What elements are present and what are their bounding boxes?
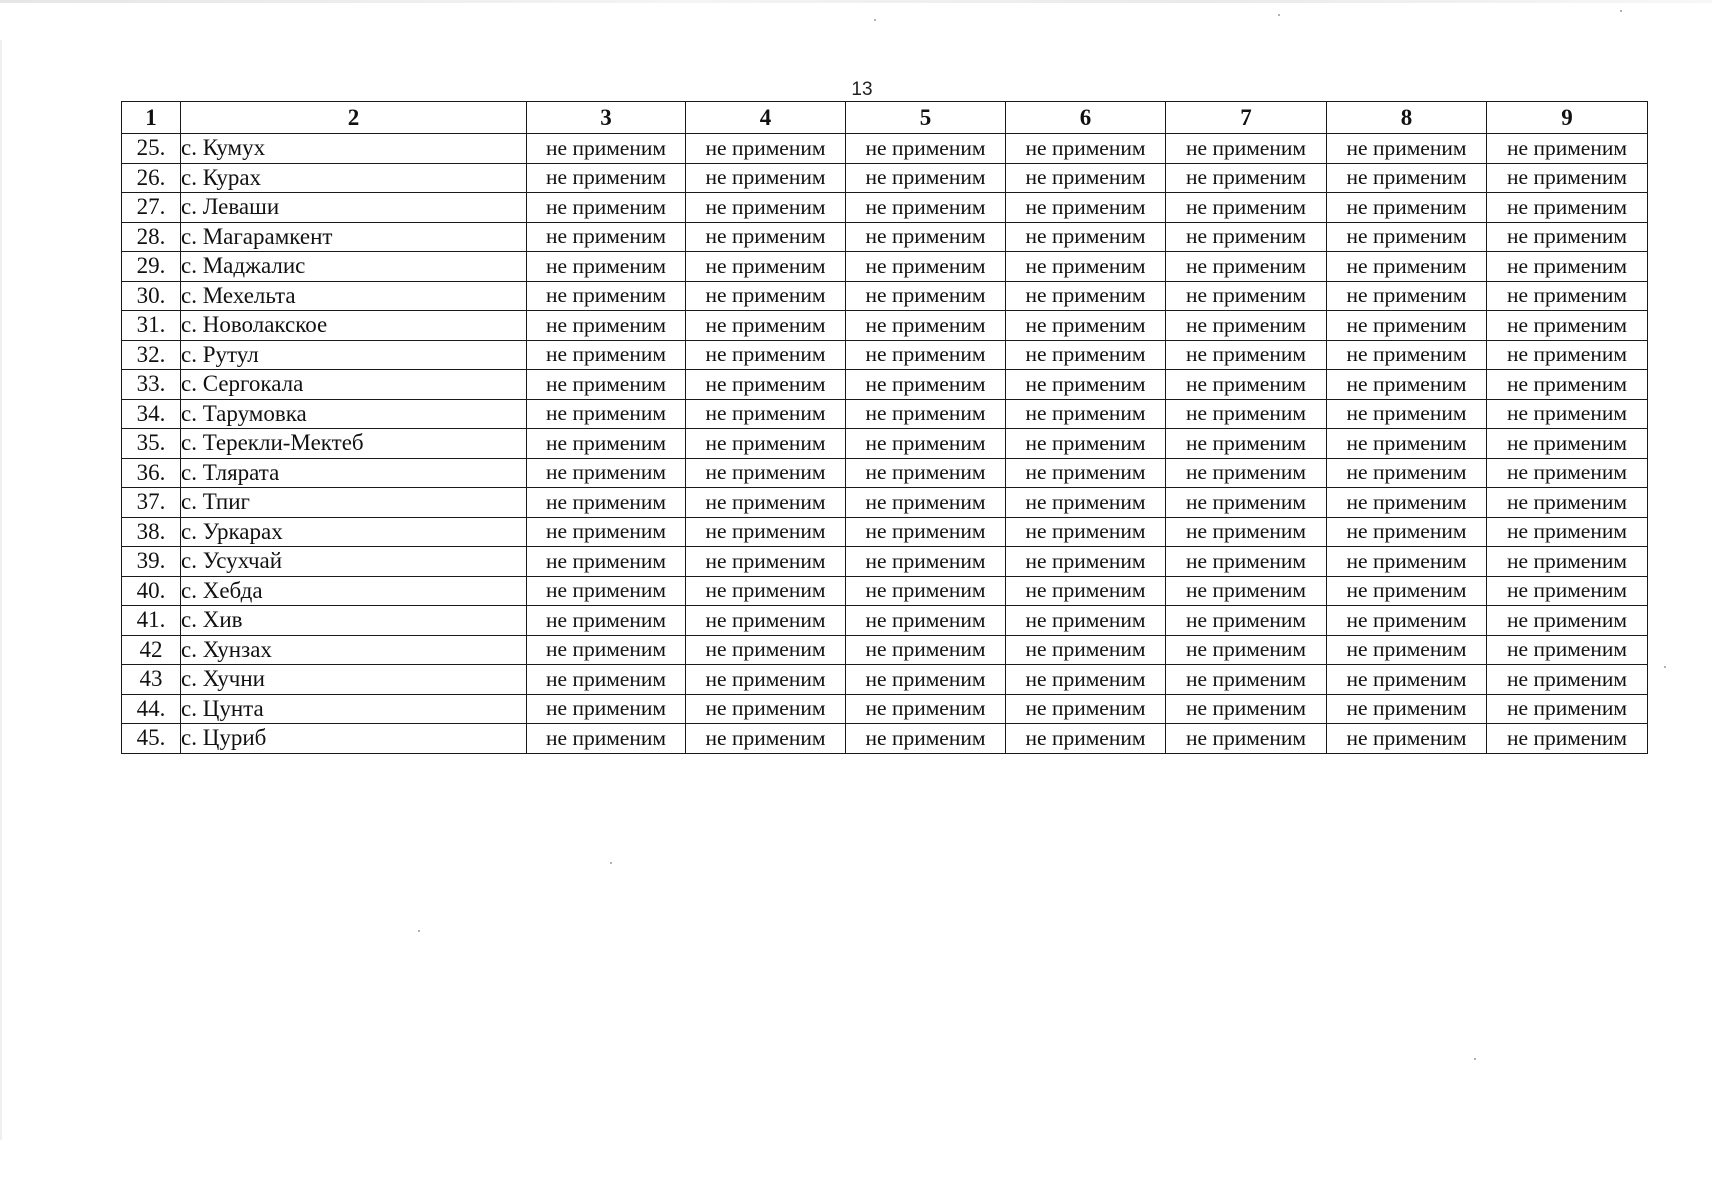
row-number: 34.: [122, 399, 181, 429]
table-cell: не применим: [1487, 547, 1648, 577]
column-header: 8: [1327, 102, 1487, 134]
table-cell: не применим: [1327, 399, 1487, 429]
settlement-name: с. Маджалис: [181, 252, 527, 282]
table-cell: не применим: [1487, 724, 1648, 754]
scan-speck: [1664, 666, 1666, 668]
table-cell: не применим: [686, 635, 846, 665]
settlement-name: с. Кумух: [181, 134, 527, 164]
table-cell: не применим: [527, 399, 686, 429]
table-header-row: [122, 102, 1648, 134]
table-row: [122, 488, 1648, 518]
table-cell: не применим: [686, 281, 846, 311]
table-row: [122, 399, 1648, 429]
settlement-name: с. Сергокала: [181, 370, 527, 400]
table-cell: не применим: [846, 193, 1006, 223]
table-cell: не применим: [527, 724, 686, 754]
table-cell: не применим: [1487, 665, 1648, 695]
table-cell: не применим: [686, 458, 846, 488]
table-cell: не применим: [1006, 429, 1166, 459]
table-cell: не применим: [846, 370, 1006, 400]
scan-speck: [1474, 1058, 1476, 1060]
settlement-name: с. Цуриб: [181, 724, 527, 754]
table-cell: не применим: [686, 724, 846, 754]
table-cell: не применим: [1487, 458, 1648, 488]
table-cell: не применим: [686, 134, 846, 164]
table-cell: не применим: [1166, 281, 1327, 311]
row-number: 30.: [122, 281, 181, 311]
table-cell: не применим: [1006, 340, 1166, 370]
table-cell: не применим: [1166, 340, 1327, 370]
table-cell: не применим: [1006, 311, 1166, 341]
table-cell: не применим: [846, 606, 1006, 636]
table-cell: не применим: [1166, 429, 1327, 459]
table-cell: не применим: [686, 399, 846, 429]
row-number: 44.: [122, 694, 181, 724]
row-number: 26.: [122, 163, 181, 193]
table-cell: не применим: [846, 429, 1006, 459]
table-cell: не применим: [1006, 517, 1166, 547]
table-row: [122, 370, 1648, 400]
table-cell: не применим: [1166, 252, 1327, 282]
table-cell: не применим: [527, 222, 686, 252]
table-cell: не применим: [1006, 222, 1166, 252]
table-row: [122, 694, 1648, 724]
row-number: 38.: [122, 517, 181, 547]
table-cell: не применим: [1487, 576, 1648, 606]
table-cell: не применим: [1327, 163, 1487, 193]
row-number: 36.: [122, 458, 181, 488]
row-number: 27.: [122, 193, 181, 223]
settlement-name: с. Усухчай: [181, 547, 527, 577]
table-row: [122, 576, 1648, 606]
table-cell: не применим: [846, 281, 1006, 311]
table-cell: не применим: [1166, 222, 1327, 252]
table-row: [122, 429, 1648, 459]
table-cell: не применим: [846, 311, 1006, 341]
table-cell: не применим: [846, 517, 1006, 547]
table-cell: не применим: [1487, 370, 1648, 400]
settlement-name: с. Хебда: [181, 576, 527, 606]
table-row: [122, 193, 1648, 223]
row-number: 41.: [122, 606, 181, 636]
table-cell: не применим: [1487, 606, 1648, 636]
column-header: 3: [527, 102, 686, 134]
table-cell: не применим: [1327, 193, 1487, 223]
table-cell: не применим: [846, 694, 1006, 724]
column-header: 9: [1487, 102, 1648, 134]
table-cell: не применим: [1166, 547, 1327, 577]
scan-speck: [874, 19, 876, 21]
table-cell: не применим: [527, 163, 686, 193]
table-cell: не применим: [686, 163, 846, 193]
table-cell: не применим: [1487, 252, 1648, 282]
settlement-name: с. Курах: [181, 163, 527, 193]
row-number: 43: [122, 665, 181, 695]
table-cell: не применим: [1006, 694, 1166, 724]
settlement-name: с. Хив: [181, 606, 527, 636]
column-header: 4: [686, 102, 846, 134]
table-row: [122, 311, 1648, 341]
table-cell: не применим: [1327, 340, 1487, 370]
table-cell: не применим: [527, 665, 686, 695]
table-row: [122, 222, 1648, 252]
table-cell: не применим: [1166, 724, 1327, 754]
scan-speck: [1278, 14, 1280, 16]
row-number: 31.: [122, 311, 181, 341]
table-row: [122, 163, 1648, 193]
table-cell: не применим: [1006, 281, 1166, 311]
table-cell: не применим: [686, 429, 846, 459]
table-cell: не применим: [1006, 163, 1166, 193]
table-cell: не применим: [686, 665, 846, 695]
table-cell: не применим: [1327, 488, 1487, 518]
row-number: 35.: [122, 429, 181, 459]
table-cell: не применим: [846, 399, 1006, 429]
table-cell: не применим: [1487, 134, 1648, 164]
table-cell: не применим: [1327, 370, 1487, 400]
table-cell: не применим: [1166, 665, 1327, 695]
settlement-name: с. Хунзах: [181, 635, 527, 665]
table-cell: не применим: [1166, 635, 1327, 665]
table-row: [122, 252, 1648, 282]
table-cell: не применим: [846, 134, 1006, 164]
table-cell: не применим: [527, 311, 686, 341]
settlement-name: с. Тарумовка: [181, 399, 527, 429]
table-cell: не применим: [686, 694, 846, 724]
row-number: 33.: [122, 370, 181, 400]
table-row: [122, 458, 1648, 488]
table-cell: не применим: [527, 547, 686, 577]
table-cell: не применим: [527, 517, 686, 547]
table-cell: не применим: [527, 134, 686, 164]
table-cell: не применим: [1006, 252, 1166, 282]
table-cell: не применим: [846, 222, 1006, 252]
row-number: 25.: [122, 134, 181, 164]
table-cell: не применим: [1166, 488, 1327, 518]
table-cell: не применим: [686, 370, 846, 400]
settlement-name: с. Цунта: [181, 694, 527, 724]
table-cell: не применим: [686, 222, 846, 252]
table-cell: не применим: [1327, 724, 1487, 754]
table-cell: не применим: [527, 193, 686, 223]
table-cell: не применим: [686, 340, 846, 370]
table-cell: не применим: [1166, 134, 1327, 164]
settlement-name: с. Рутул: [181, 340, 527, 370]
table-cell: не применим: [1166, 606, 1327, 636]
table-cell: не применим: [1327, 134, 1487, 164]
table-cell: не применим: [1006, 606, 1166, 636]
scan-edge-top: [0, 0, 1712, 3]
row-number: 29.: [122, 252, 181, 282]
table-cell: не применим: [1327, 222, 1487, 252]
table-cell: не применим: [846, 458, 1006, 488]
table-cell: не применим: [1166, 458, 1327, 488]
table-cell: не применим: [846, 547, 1006, 577]
table-cell: не применим: [527, 281, 686, 311]
column-header: 7: [1166, 102, 1327, 134]
table-cell: не применим: [1487, 222, 1648, 252]
table-cell: не применим: [1166, 517, 1327, 547]
settlement-name: с. Новолакское: [181, 311, 527, 341]
table-cell: не применим: [1006, 370, 1166, 400]
settlement-name: с. Магарамкент: [181, 222, 527, 252]
table-cell: не применим: [1327, 665, 1487, 695]
table-cell: не применим: [846, 665, 1006, 695]
table-row: [122, 517, 1648, 547]
scan-speck: [1620, 10, 1622, 12]
table-row: [122, 665, 1648, 695]
row-number: 45.: [122, 724, 181, 754]
table-cell: не применим: [527, 252, 686, 282]
table-cell: не применим: [1327, 694, 1487, 724]
settlement-name: с. Терекли-Мектеб: [181, 429, 527, 459]
table-cell: не применим: [1166, 370, 1327, 400]
table-cell: не применим: [1487, 694, 1648, 724]
table-cell: не применим: [1006, 665, 1166, 695]
table-cell: не применим: [527, 576, 686, 606]
table-cell: не применим: [846, 576, 1006, 606]
row-number: 42: [122, 635, 181, 665]
scan-edge-left: [0, 40, 2, 1140]
table-body: [122, 134, 1648, 754]
table-cell: не применим: [686, 311, 846, 341]
table-cell: не применим: [527, 340, 686, 370]
table-cell: не применим: [1006, 193, 1166, 223]
table-cell: не применим: [1487, 311, 1648, 341]
table-cell: не применим: [1487, 193, 1648, 223]
table-cell: не применим: [1166, 694, 1327, 724]
page-number: 13: [851, 79, 873, 100]
table-row: [122, 340, 1648, 370]
table-cell: не применим: [1487, 340, 1648, 370]
column-header: 6: [1006, 102, 1166, 134]
table-cell: не применим: [527, 429, 686, 459]
row-number: 39.: [122, 547, 181, 577]
table-cell: не применим: [1006, 399, 1166, 429]
table-cell: не применим: [1327, 281, 1487, 311]
scan-speck: [610, 862, 612, 864]
table-cell: не применим: [1166, 399, 1327, 429]
table-cell: не применим: [1327, 547, 1487, 577]
table-cell: не применим: [1487, 635, 1648, 665]
table-cell: не применим: [686, 517, 846, 547]
table-cell: не применим: [527, 606, 686, 636]
table-cell: не применим: [1327, 606, 1487, 636]
table-cell: не применим: [1487, 429, 1648, 459]
table-cell: не применим: [1327, 429, 1487, 459]
table-cell: не применим: [686, 606, 846, 636]
settlement-name: с. Уркарах: [181, 517, 527, 547]
table-cell: не применим: [1006, 547, 1166, 577]
settlement-name: с. Леваши: [181, 193, 527, 223]
table-cell: не применим: [1327, 252, 1487, 282]
scan-speck: [418, 930, 420, 932]
row-number: 28.: [122, 222, 181, 252]
table-cell: не применим: [1166, 163, 1327, 193]
table-cell: не применим: [527, 694, 686, 724]
table-cell: не применим: [1487, 281, 1648, 311]
table-cell: не применим: [686, 252, 846, 282]
table-cell: не применим: [527, 635, 686, 665]
table-cell: не применим: [1487, 517, 1648, 547]
table-row: [122, 547, 1648, 577]
table-cell: не применим: [846, 488, 1006, 518]
column-header: 5: [846, 102, 1006, 134]
table-cell: не применим: [1327, 576, 1487, 606]
column-header: 2: [181, 102, 527, 134]
table-cell: не применим: [527, 488, 686, 518]
settlement-name: с. Хучни: [181, 665, 527, 695]
table-cell: не применим: [1327, 458, 1487, 488]
table-cell: не применим: [1487, 399, 1648, 429]
table-cell: не применим: [1487, 163, 1648, 193]
column-header: 1: [122, 102, 181, 134]
table-cell: не применим: [686, 576, 846, 606]
table-cell: не применим: [1006, 576, 1166, 606]
table-cell: не применим: [846, 724, 1006, 754]
table-cell: не применим: [1327, 517, 1487, 547]
table-cell: не применим: [1487, 488, 1648, 518]
table-cell: не применим: [686, 488, 846, 518]
table-cell: не применим: [846, 163, 1006, 193]
settlements-table: [121, 101, 1648, 754]
table-row: [122, 635, 1648, 665]
table-cell: не применим: [1006, 488, 1166, 518]
table-cell: не применим: [1006, 724, 1166, 754]
settlement-name: с. Тпиг: [181, 488, 527, 518]
table-row: [122, 606, 1648, 636]
table-row: [122, 724, 1648, 754]
table-row: [122, 281, 1648, 311]
table-cell: не применим: [1166, 311, 1327, 341]
table-cell: не применим: [1166, 576, 1327, 606]
table-row: [122, 134, 1648, 164]
table-cell: не применим: [1327, 635, 1487, 665]
row-number: 40.: [122, 576, 181, 606]
settlement-name: с. Тлярата: [181, 458, 527, 488]
table-cell: не применим: [1166, 193, 1327, 223]
table-cell: не применим: [527, 370, 686, 400]
table-cell: не применим: [686, 193, 846, 223]
row-number: 32.: [122, 340, 181, 370]
table-cell: не применим: [846, 252, 1006, 282]
table-cell: не применим: [846, 340, 1006, 370]
table-cell: не применим: [846, 635, 1006, 665]
table-cell: не применим: [686, 547, 846, 577]
settlement-name: с. Мехельта: [181, 281, 527, 311]
table-cell: не применим: [1006, 635, 1166, 665]
table-cell: не применим: [1006, 134, 1166, 164]
table-cell: не применим: [1006, 458, 1166, 488]
table-cell: не применим: [527, 458, 686, 488]
row-number: 37.: [122, 488, 181, 518]
table-cell: не применим: [1327, 311, 1487, 341]
